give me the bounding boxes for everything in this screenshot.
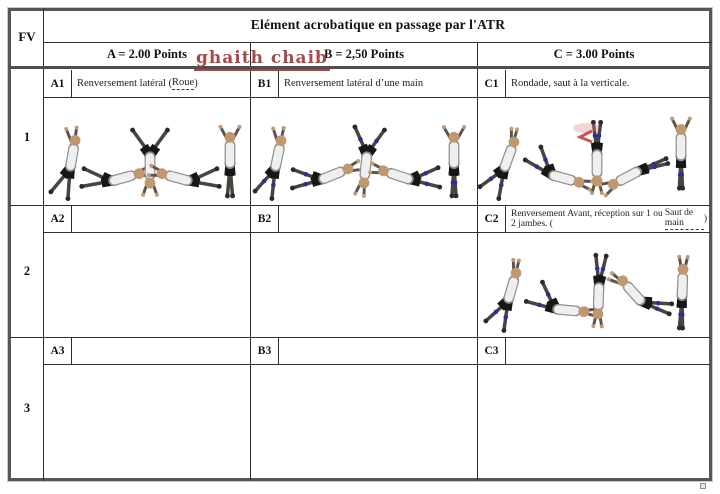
cell-label-b1: B1 bbox=[251, 70, 279, 97]
desc-text: ) bbox=[194, 77, 198, 89]
cell-strip-b1 bbox=[251, 70, 477, 98]
points-header-c: C = 3.00 Points bbox=[553, 46, 635, 61]
cell-label-b2: B2 bbox=[251, 206, 279, 232]
cell-description-c3 bbox=[506, 338, 710, 364]
desc-underlined-text: Roue bbox=[172, 77, 195, 88]
handspring-sequence-icon bbox=[478, 233, 709, 336]
cell-description-a3 bbox=[72, 338, 250, 364]
cell-description-c1 bbox=[506, 70, 710, 97]
cell-description-a1 bbox=[72, 70, 250, 97]
row-number-1: 1 bbox=[23, 130, 31, 144]
red-arrow-watermark-icon bbox=[565, 120, 605, 146]
cell-description-b1 bbox=[279, 70, 477, 97]
cell-strip-b3 bbox=[251, 338, 477, 365]
row-number-2: 2 bbox=[23, 264, 31, 278]
grid-line-header-bottom bbox=[8, 66, 712, 69]
one-hand-cartwheel-sequence-icon bbox=[251, 98, 476, 204]
watermark-text: ghaith chaib bbox=[194, 48, 330, 71]
cell-strip-a2 bbox=[44, 206, 250, 233]
points-header-a: A = 2.00 Points bbox=[106, 46, 188, 61]
cell-description-b2 bbox=[279, 206, 477, 232]
cell-label-a3: A3 bbox=[44, 338, 72, 364]
desc-text: Renversement Avant, réception sur 1 ou 2 jambes. ( bbox=[511, 208, 663, 229]
desc-text: Rondade, saut à la verticale. bbox=[511, 77, 630, 89]
cell-label-c1: C1 bbox=[478, 70, 506, 97]
desc-text: ) bbox=[703, 213, 707, 224]
cell-description-a2 bbox=[72, 206, 250, 232]
cell-label-c2: C2 bbox=[478, 206, 506, 232]
cell-strip-a1 bbox=[44, 70, 250, 98]
cell-label-a1: A1 bbox=[44, 70, 72, 97]
cell-description-b3 bbox=[279, 338, 477, 364]
cell-strip-a3 bbox=[44, 338, 250, 365]
cell-strip-b2 bbox=[251, 206, 477, 233]
table-title: Elément acrobatique en passage par l'ATR bbox=[250, 17, 506, 32]
cell-strip-c2 bbox=[478, 206, 710, 233]
cartwheel-sequence-icon bbox=[44, 98, 249, 204]
desc-text: Renversement latéral d’une main bbox=[284, 77, 424, 89]
cell-label-a2: A2 bbox=[44, 206, 72, 232]
fv-header-cell: FV bbox=[18, 29, 36, 44]
cell-label-b3: B3 bbox=[251, 338, 279, 364]
desc-text: Renversement latéral ( bbox=[77, 77, 173, 89]
cell-label-c3: C3 bbox=[478, 338, 506, 364]
desc-underlined-text: Saut de main bbox=[665, 208, 704, 231]
row-number-3: 3 bbox=[23, 400, 31, 415]
cell-strip-c3 bbox=[478, 338, 710, 365]
corner-artifact-icon bbox=[700, 483, 706, 489]
cell-strip-c1 bbox=[478, 70, 710, 98]
points-header-b: B = 2,50 Points bbox=[323, 46, 405, 61]
rondade-sequence-icon bbox=[478, 98, 709, 204]
cell-description-c2 bbox=[506, 206, 710, 232]
